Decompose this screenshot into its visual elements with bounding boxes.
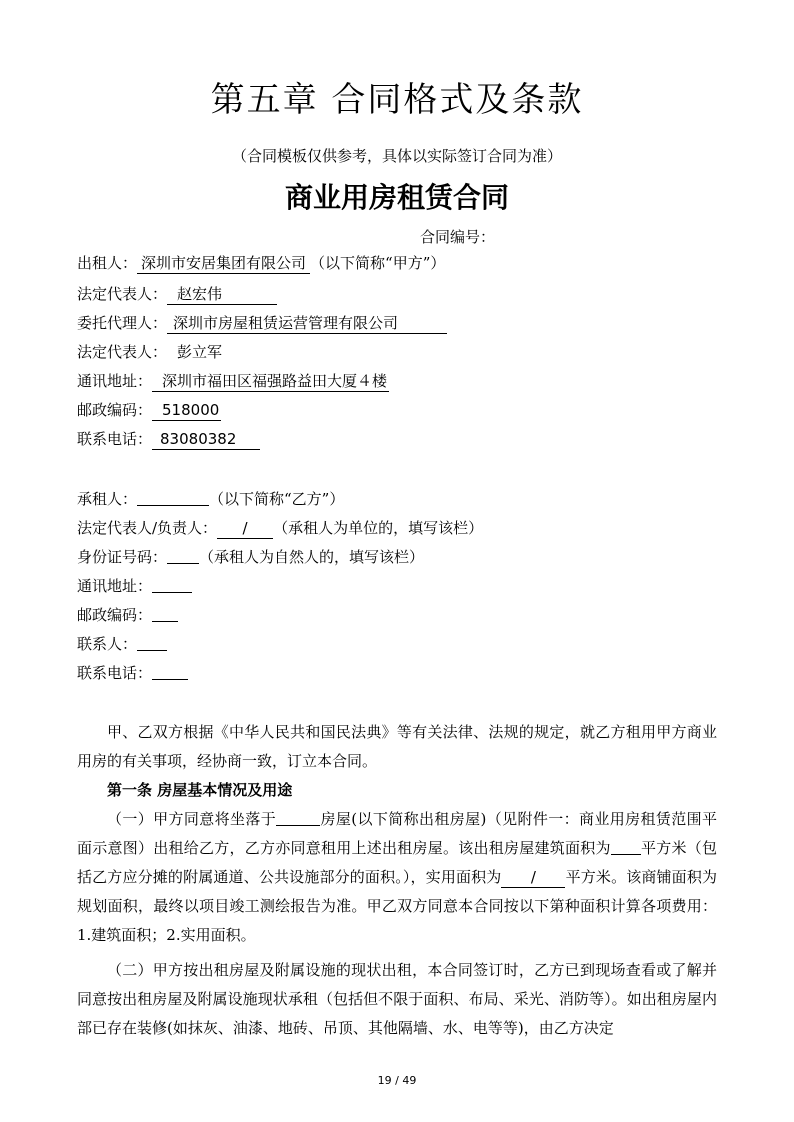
article-1-clause-2: （二）甲方按出租房屋及附属设施的现状出租，本合同签订时，乙方已到现场查看或了解并同意按出租房屋及附属设施现状承租（包括但不限于面积、布局、采光、消防等）。如出租房屋内部已存在装修(如抹灰、油漆、地砖、吊顶、其他隔墙、水、电等等)，由乙方决定 xyxy=(77,961,717,1037)
clause-1-location-blank[interactable] xyxy=(276,809,320,826)
clause-1-text-e: 种面积计算各项费用：1.建筑面积；2.实用面积。 xyxy=(77,897,717,944)
lessor-phone-value: 83080382 xyxy=(152,429,260,450)
agent-value: 深圳市房屋租赁运营管理有限公司 xyxy=(167,313,447,334)
lessee-name-row xyxy=(77,488,344,510)
lessee-id-label: 身份证号码： xyxy=(77,548,168,566)
agent-row xyxy=(77,312,447,334)
lessee-id-note: （承租人为自然人的，填写该栏） xyxy=(199,548,425,566)
chapter-title: 第五章 合同格式及条款 xyxy=(210,80,584,120)
clause-1-text-b: 房屋(以下简称出租房屋)（见附件一：商业用房租赁范围平面示意图）出租给乙方，乙方亦同意租用上述出租房屋。该出租房屋建筑面积为 xyxy=(77,810,717,857)
agent-rep-label: 法定代表人： xyxy=(77,343,168,361)
clause-1-text-a: （一）甲方同意将坐落于 xyxy=(107,810,277,828)
lessee-rep-value[interactable]: / xyxy=(217,518,273,539)
contract-number-label: 合同编号： xyxy=(420,228,496,246)
template-note: （合同模板仅供参考，具体以实际签订合同为准） xyxy=(231,147,562,165)
lessee-phone-label: 联系电话： xyxy=(77,664,153,682)
article-1-clause-1 xyxy=(77,805,717,950)
lessee-phone-row xyxy=(77,662,188,684)
lessor-postcode-label: 邮政编码： xyxy=(77,401,153,419)
lessor-rep-row xyxy=(77,283,277,305)
lessor-phone-row xyxy=(77,428,260,450)
lessee-address-blank[interactable] xyxy=(152,576,192,593)
lessee-postcode-row xyxy=(77,604,178,626)
clause-1-usable-area-value[interactable]: / xyxy=(501,867,565,888)
lessee-postcode-blank[interactable] xyxy=(152,605,178,622)
lessor-name-value: 深圳市安居集团有限公司 xyxy=(137,253,310,274)
clause-1-area-blank[interactable] xyxy=(611,838,641,855)
article-1-heading: 第一条 房屋基本情况及用途 xyxy=(107,781,293,799)
lessee-name-label: 承租人： xyxy=(77,490,138,508)
lessee-name-blank[interactable] xyxy=(137,489,209,506)
lessor-address-label: 通讯地址： xyxy=(77,372,153,390)
lessor-postcode-row xyxy=(77,399,221,421)
lessee-rep-label: 法定代表人/负责人： xyxy=(77,519,218,537)
lessor-name-suffix: （以下简称“甲方”） xyxy=(310,254,446,272)
contract-title: 商业用房租赁合同 xyxy=(284,181,509,214)
lessee-rep-note: （承租人为单位的，填写该栏） xyxy=(273,519,484,537)
clause-1-text-c: 平方米（包括乙方应分摊的附属通道、公共设施部分的面积。），实用面积为 xyxy=(77,839,717,886)
lessor-name-label: 出租人： xyxy=(77,254,138,272)
lessor-phone-label: 联系电话： xyxy=(77,430,153,448)
clause-1-text-d: 平方米。该商铺面积为规划面积，最终以项目竣工测绘报告为准。甲乙双方同意本合同按以下第 xyxy=(77,868,717,915)
lessee-contact-blank[interactable] xyxy=(137,634,167,651)
lessor-rep-label: 法定代表人： xyxy=(77,285,168,303)
lessor-address-row xyxy=(77,370,389,392)
lessee-phone-blank[interactable] xyxy=(152,663,188,680)
lessee-address-label: 通讯地址： xyxy=(77,577,153,595)
agent-rep-row xyxy=(77,341,224,363)
lessee-contact-label: 联系人： xyxy=(77,635,138,653)
page-number: 19 / 49 xyxy=(377,1074,417,1087)
lessee-id-row xyxy=(77,546,424,568)
lessee-address-row xyxy=(77,575,192,597)
lessee-postcode-label: 邮政编码： xyxy=(77,606,153,624)
agent-label: 委托代理人： xyxy=(77,314,168,332)
lessee-name-suffix: （以下简称“乙方”） xyxy=(209,490,345,508)
intro-paragraph: 甲、乙双方根据《中华人民共和国民法典》等有关法律、法规的规定，就乙方租用甲方商业用房的有关事项，经协商一致，订立本合同。 xyxy=(77,723,717,770)
lessee-contact-row xyxy=(77,633,167,655)
lessor-address-value: 深圳市福田区福强路益田大厦４楼 xyxy=(152,371,389,392)
lessor-postcode-value: 518000 xyxy=(152,400,221,421)
lessor-name-row xyxy=(77,252,445,274)
agent-rep-value: 彭立军 xyxy=(177,343,223,361)
lessee-rep-row xyxy=(77,517,483,539)
lessor-rep-value: 赵宏伟 xyxy=(167,284,277,305)
lessee-id-blank[interactable] xyxy=(167,547,199,564)
